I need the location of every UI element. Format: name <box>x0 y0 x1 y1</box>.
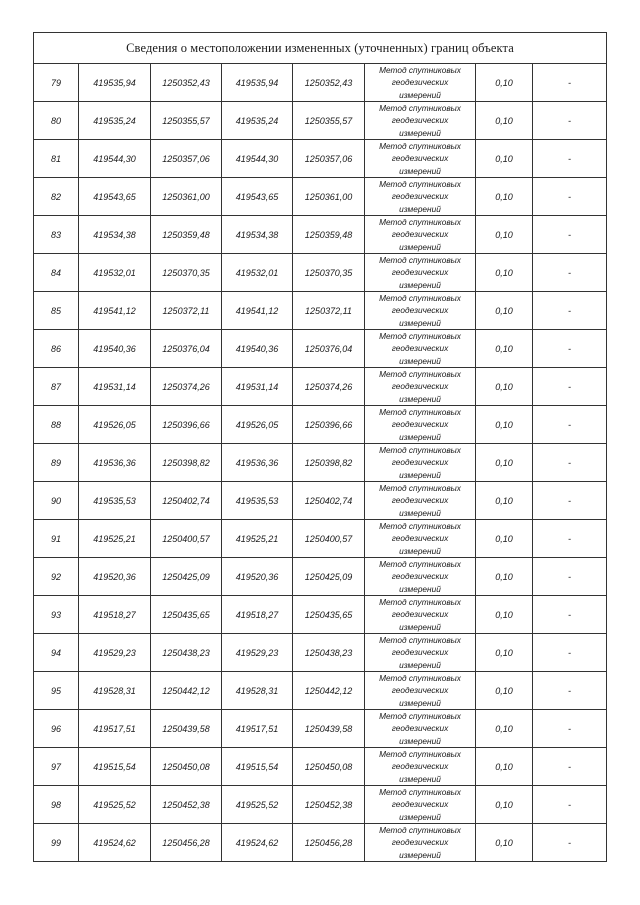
existing-y-cell: 1250374,26 <box>151 368 222 406</box>
note-cell: - <box>533 368 607 406</box>
existing-y-cell: 1250361,00 <box>151 178 222 216</box>
method-line: Метод спутниковых <box>379 369 461 380</box>
existing-x-cell: 419540,36 <box>79 330 151 368</box>
method-line: измерений <box>399 545 441 556</box>
refined-x-cell: 419529,23 <box>222 634 293 672</box>
refined-y-cell: 1250376,04 <box>293 330 365 368</box>
refined-x-cell: 419531,14 <box>222 368 293 406</box>
refined-x-cell: 419526,05 <box>222 406 293 444</box>
method-cell <box>365 178 476 216</box>
point-number-cell: 84 <box>34 254 79 292</box>
accuracy-cell: 0,10 <box>476 482 533 520</box>
method-line: Метод спутниковых <box>379 635 461 646</box>
refined-y-cell: 1250396,66 <box>293 406 365 444</box>
point-number-cell: 83 <box>34 216 79 254</box>
table-row <box>34 824 607 862</box>
table-row <box>34 216 607 254</box>
refined-y-cell: 1250372,11 <box>293 292 365 330</box>
note-cell: - <box>533 140 607 178</box>
method-line: измерений <box>399 697 441 708</box>
existing-x-cell: 419525,21 <box>79 520 151 558</box>
existing-y-cell: 1250442,12 <box>151 672 222 710</box>
existing-y-cell: 1250398,82 <box>151 444 222 482</box>
existing-y-cell: 1250370,35 <box>151 254 222 292</box>
refined-x-cell: 419525,21 <box>222 520 293 558</box>
point-number-cell: 97 <box>34 748 79 786</box>
point-number-cell: 93 <box>34 596 79 634</box>
table-row <box>34 444 607 482</box>
accuracy-cell: 0,10 <box>476 406 533 444</box>
method-line: измерений <box>399 811 441 822</box>
method-line: геодезических <box>391 229 449 240</box>
table-row <box>34 292 607 330</box>
method-line: геодезических <box>391 761 449 772</box>
method-cell <box>365 292 476 330</box>
existing-y-cell: 1250439,58 <box>151 710 222 748</box>
refined-x-cell: 419544,30 <box>222 140 293 178</box>
method-line: Метод спутниковых <box>379 711 461 722</box>
point-number-cell: 80 <box>34 102 79 140</box>
note-cell: - <box>533 292 607 330</box>
existing-y-cell: 1250352,43 <box>151 64 222 102</box>
existing-y-cell: 1250450,08 <box>151 748 222 786</box>
refined-y-cell: 1250370,35 <box>293 254 365 292</box>
accuracy-cell: 0,10 <box>476 178 533 216</box>
note-cell: - <box>533 444 607 482</box>
document-page <box>33 32 606 862</box>
accuracy-cell: 0,10 <box>476 710 533 748</box>
table-row <box>34 178 607 216</box>
table-row <box>34 140 607 178</box>
existing-x-cell: 419543,65 <box>79 178 151 216</box>
note-cell: - <box>533 216 607 254</box>
point-number-cell: 91 <box>34 520 79 558</box>
note-cell: - <box>533 634 607 672</box>
method-cell <box>365 444 476 482</box>
refined-x-cell: 419528,31 <box>222 672 293 710</box>
accuracy-cell: 0,10 <box>476 330 533 368</box>
refined-y-cell: 1250450,08 <box>293 748 365 786</box>
refined-x-cell: 419524,62 <box>222 824 293 862</box>
method-line: геодезических <box>391 191 449 202</box>
boundary-coordinates-table <box>33 32 607 862</box>
note-cell: - <box>533 710 607 748</box>
existing-x-cell: 419518,27 <box>79 596 151 634</box>
point-number-cell: 96 <box>34 710 79 748</box>
note-cell: - <box>533 406 607 444</box>
point-number-cell: 88 <box>34 406 79 444</box>
existing-y-cell: 1250376,04 <box>151 330 222 368</box>
table-title: Сведения о местоположении измененных (уточненных) границ объекта <box>34 33 607 64</box>
method-cell <box>365 406 476 444</box>
method-line: геодезических <box>391 457 449 468</box>
note-cell: - <box>533 64 607 102</box>
table-row <box>34 520 607 558</box>
method-line: Метод спутниковых <box>379 597 461 608</box>
method-line: геодезических <box>391 305 449 316</box>
method-line: Метод спутниковых <box>379 749 461 760</box>
note-cell: - <box>533 824 607 862</box>
method-line: геодезических <box>391 799 449 810</box>
accuracy-cell: 0,10 <box>476 634 533 672</box>
method-line: геодезических <box>391 343 449 354</box>
method-cell <box>365 254 476 292</box>
point-number-cell: 81 <box>34 140 79 178</box>
table-row <box>34 786 607 824</box>
refined-x-cell: 419535,94 <box>222 64 293 102</box>
existing-x-cell: 419535,94 <box>79 64 151 102</box>
point-number-cell: 89 <box>34 444 79 482</box>
note-cell: - <box>533 786 607 824</box>
refined-y-cell: 1250439,58 <box>293 710 365 748</box>
refined-x-cell: 419535,53 <box>222 482 293 520</box>
refined-y-cell: 1250435,65 <box>293 596 365 634</box>
accuracy-cell: 0,10 <box>476 368 533 406</box>
method-line: геодезических <box>391 419 449 430</box>
table-row <box>34 634 607 672</box>
table-row <box>34 368 607 406</box>
method-line: измерений <box>399 621 441 632</box>
point-number-cell: 99 <box>34 824 79 862</box>
table-row <box>34 406 607 444</box>
existing-x-cell: 419526,05 <box>79 406 151 444</box>
method-cell <box>365 672 476 710</box>
method-line: Метод спутниковых <box>379 483 461 494</box>
existing-x-cell: 419541,12 <box>79 292 151 330</box>
refined-x-cell: 419532,01 <box>222 254 293 292</box>
existing-x-cell: 419544,30 <box>79 140 151 178</box>
method-line: измерений <box>399 203 441 214</box>
existing-y-cell: 1250435,65 <box>151 596 222 634</box>
note-cell: - <box>533 102 607 140</box>
method-line: геодезических <box>391 837 449 848</box>
method-line: геодезических <box>391 533 449 544</box>
method-line: геодезических <box>391 609 449 620</box>
method-line: Метод спутниковых <box>379 559 461 570</box>
method-line: измерений <box>399 849 441 860</box>
method-line: геодезических <box>391 647 449 658</box>
point-number-cell: 95 <box>34 672 79 710</box>
existing-x-cell: 419529,23 <box>79 634 151 672</box>
refined-y-cell: 1250452,38 <box>293 786 365 824</box>
existing-y-cell: 1250357,06 <box>151 140 222 178</box>
existing-y-cell: 1250402,74 <box>151 482 222 520</box>
existing-x-cell: 419517,51 <box>79 710 151 748</box>
method-line: измерений <box>399 127 441 138</box>
method-line: измерений <box>399 773 441 784</box>
existing-x-cell: 419534,38 <box>79 216 151 254</box>
point-number-cell: 94 <box>34 634 79 672</box>
table-row <box>34 748 607 786</box>
table-row <box>34 102 607 140</box>
accuracy-cell: 0,10 <box>476 292 533 330</box>
note-cell: - <box>533 672 607 710</box>
note-cell: - <box>533 558 607 596</box>
method-line: Метод спутниковых <box>379 407 461 418</box>
method-line: геодезических <box>391 153 449 164</box>
existing-y-cell: 1250452,38 <box>151 786 222 824</box>
refined-x-cell: 419536,36 <box>222 444 293 482</box>
method-line: Метод спутниковых <box>379 65 461 76</box>
accuracy-cell: 0,10 <box>476 254 533 292</box>
point-number-cell: 82 <box>34 178 79 216</box>
existing-y-cell: 1250359,48 <box>151 216 222 254</box>
accuracy-cell: 0,10 <box>476 786 533 824</box>
method-line: Метод спутниковых <box>379 103 461 114</box>
existing-x-cell: 419535,24 <box>79 102 151 140</box>
method-line: Метод спутниковых <box>379 217 461 228</box>
table-row <box>34 558 607 596</box>
method-cell <box>365 482 476 520</box>
method-line: измерений <box>399 165 441 176</box>
refined-x-cell: 419520,36 <box>222 558 293 596</box>
refined-y-cell: 1250400,57 <box>293 520 365 558</box>
table-row <box>34 64 607 102</box>
accuracy-cell: 0,10 <box>476 102 533 140</box>
method-line: измерений <box>399 469 441 480</box>
refined-x-cell: 419534,38 <box>222 216 293 254</box>
existing-y-cell: 1250396,66 <box>151 406 222 444</box>
method-line: геодезических <box>391 77 449 88</box>
method-line: измерений <box>399 659 441 670</box>
method-line: измерений <box>399 735 441 746</box>
method-line: измерений <box>399 583 441 594</box>
table-row <box>34 596 607 634</box>
refined-y-cell: 1250359,48 <box>293 216 365 254</box>
table-row <box>34 330 607 368</box>
method-line: измерений <box>399 317 441 328</box>
point-number-cell: 92 <box>34 558 79 596</box>
method-line: геодезических <box>391 381 449 392</box>
method-line: геодезических <box>391 723 449 734</box>
note-cell: - <box>533 596 607 634</box>
table-row <box>34 672 607 710</box>
method-cell <box>365 748 476 786</box>
method-line: измерений <box>399 507 441 518</box>
method-cell <box>365 368 476 406</box>
method-line: Метод спутниковых <box>379 787 461 798</box>
method-line: измерений <box>399 279 441 290</box>
note-cell: - <box>533 254 607 292</box>
existing-x-cell: 419524,62 <box>79 824 151 862</box>
refined-x-cell: 419535,24 <box>222 102 293 140</box>
refined-x-cell: 419517,51 <box>222 710 293 748</box>
method-line: измерений <box>399 393 441 404</box>
existing-y-cell: 1250400,57 <box>151 520 222 558</box>
method-line: измерений <box>399 355 441 366</box>
method-cell <box>365 786 476 824</box>
refined-y-cell: 1250456,28 <box>293 824 365 862</box>
existing-y-cell: 1250438,23 <box>151 634 222 672</box>
accuracy-cell: 0,10 <box>476 748 533 786</box>
refined-y-cell: 1250374,26 <box>293 368 365 406</box>
method-line: Метод спутниковых <box>379 255 461 266</box>
accuracy-cell: 0,10 <box>476 444 533 482</box>
method-cell <box>365 596 476 634</box>
accuracy-cell: 0,10 <box>476 216 533 254</box>
existing-y-cell: 1250355,57 <box>151 102 222 140</box>
accuracy-cell: 0,10 <box>476 64 533 102</box>
method-line: Метод спутниковых <box>379 293 461 304</box>
method-line: Метод спутниковых <box>379 825 461 836</box>
method-line: измерений <box>399 89 441 100</box>
method-cell <box>365 710 476 748</box>
existing-x-cell: 419525,52 <box>79 786 151 824</box>
method-line: геодезических <box>391 115 449 126</box>
method-cell <box>365 634 476 672</box>
table-row <box>34 710 607 748</box>
accuracy-cell: 0,10 <box>476 824 533 862</box>
accuracy-cell: 0,10 <box>476 520 533 558</box>
refined-y-cell: 1250357,06 <box>293 140 365 178</box>
existing-x-cell: 419520,36 <box>79 558 151 596</box>
existing-y-cell: 1250425,09 <box>151 558 222 596</box>
method-cell <box>365 520 476 558</box>
method-cell <box>365 330 476 368</box>
existing-x-cell: 419536,36 <box>79 444 151 482</box>
existing-x-cell: 419515,54 <box>79 748 151 786</box>
refined-x-cell: 419540,36 <box>222 330 293 368</box>
note-cell: - <box>533 482 607 520</box>
existing-x-cell: 419532,01 <box>79 254 151 292</box>
refined-y-cell: 1250361,00 <box>293 178 365 216</box>
table-row <box>34 254 607 292</box>
refined-x-cell: 419543,65 <box>222 178 293 216</box>
table-title-row <box>34 33 607 64</box>
method-line: геодезических <box>391 267 449 278</box>
note-cell: - <box>533 178 607 216</box>
refined-y-cell: 1250352,43 <box>293 64 365 102</box>
point-number-cell: 90 <box>34 482 79 520</box>
refined-y-cell: 1250355,57 <box>293 102 365 140</box>
accuracy-cell: 0,10 <box>476 140 533 178</box>
method-line: геодезических <box>391 685 449 696</box>
refined-x-cell: 419525,52 <box>222 786 293 824</box>
accuracy-cell: 0,10 <box>476 596 533 634</box>
refined-x-cell: 419541,12 <box>222 292 293 330</box>
method-cell <box>365 824 476 862</box>
method-line: Метод спутниковых <box>379 445 461 456</box>
method-cell <box>365 140 476 178</box>
accuracy-cell: 0,10 <box>476 672 533 710</box>
refined-y-cell: 1250425,09 <box>293 558 365 596</box>
method-line: Метод спутниковых <box>379 331 461 342</box>
method-line: Метод спутниковых <box>379 521 461 532</box>
refined-y-cell: 1250398,82 <box>293 444 365 482</box>
method-line: измерений <box>399 431 441 442</box>
method-line: Метод спутниковых <box>379 673 461 684</box>
point-number-cell: 79 <box>34 64 79 102</box>
refined-y-cell: 1250402,74 <box>293 482 365 520</box>
point-number-cell: 85 <box>34 292 79 330</box>
existing-x-cell: 419528,31 <box>79 672 151 710</box>
method-cell <box>365 64 476 102</box>
method-line: Метод спутниковых <box>379 141 461 152</box>
method-line: геодезических <box>391 571 449 582</box>
refined-y-cell: 1250442,12 <box>293 672 365 710</box>
table-row <box>34 482 607 520</box>
existing-x-cell: 419535,53 <box>79 482 151 520</box>
accuracy-cell: 0,10 <box>476 558 533 596</box>
point-number-cell: 86 <box>34 330 79 368</box>
existing-y-cell: 1250456,28 <box>151 824 222 862</box>
refined-x-cell: 419515,54 <box>222 748 293 786</box>
note-cell: - <box>533 748 607 786</box>
method-line: измерений <box>399 241 441 252</box>
refined-x-cell: 419518,27 <box>222 596 293 634</box>
point-number-cell: 98 <box>34 786 79 824</box>
note-cell: - <box>533 520 607 558</box>
existing-y-cell: 1250372,11 <box>151 292 222 330</box>
method-cell <box>365 216 476 254</box>
method-line: геодезических <box>391 495 449 506</box>
note-cell: - <box>533 330 607 368</box>
point-number-cell: 87 <box>34 368 79 406</box>
method-cell <box>365 102 476 140</box>
method-cell <box>365 558 476 596</box>
refined-y-cell: 1250438,23 <box>293 634 365 672</box>
existing-x-cell: 419531,14 <box>79 368 151 406</box>
method-line: Метод спутниковых <box>379 179 461 190</box>
